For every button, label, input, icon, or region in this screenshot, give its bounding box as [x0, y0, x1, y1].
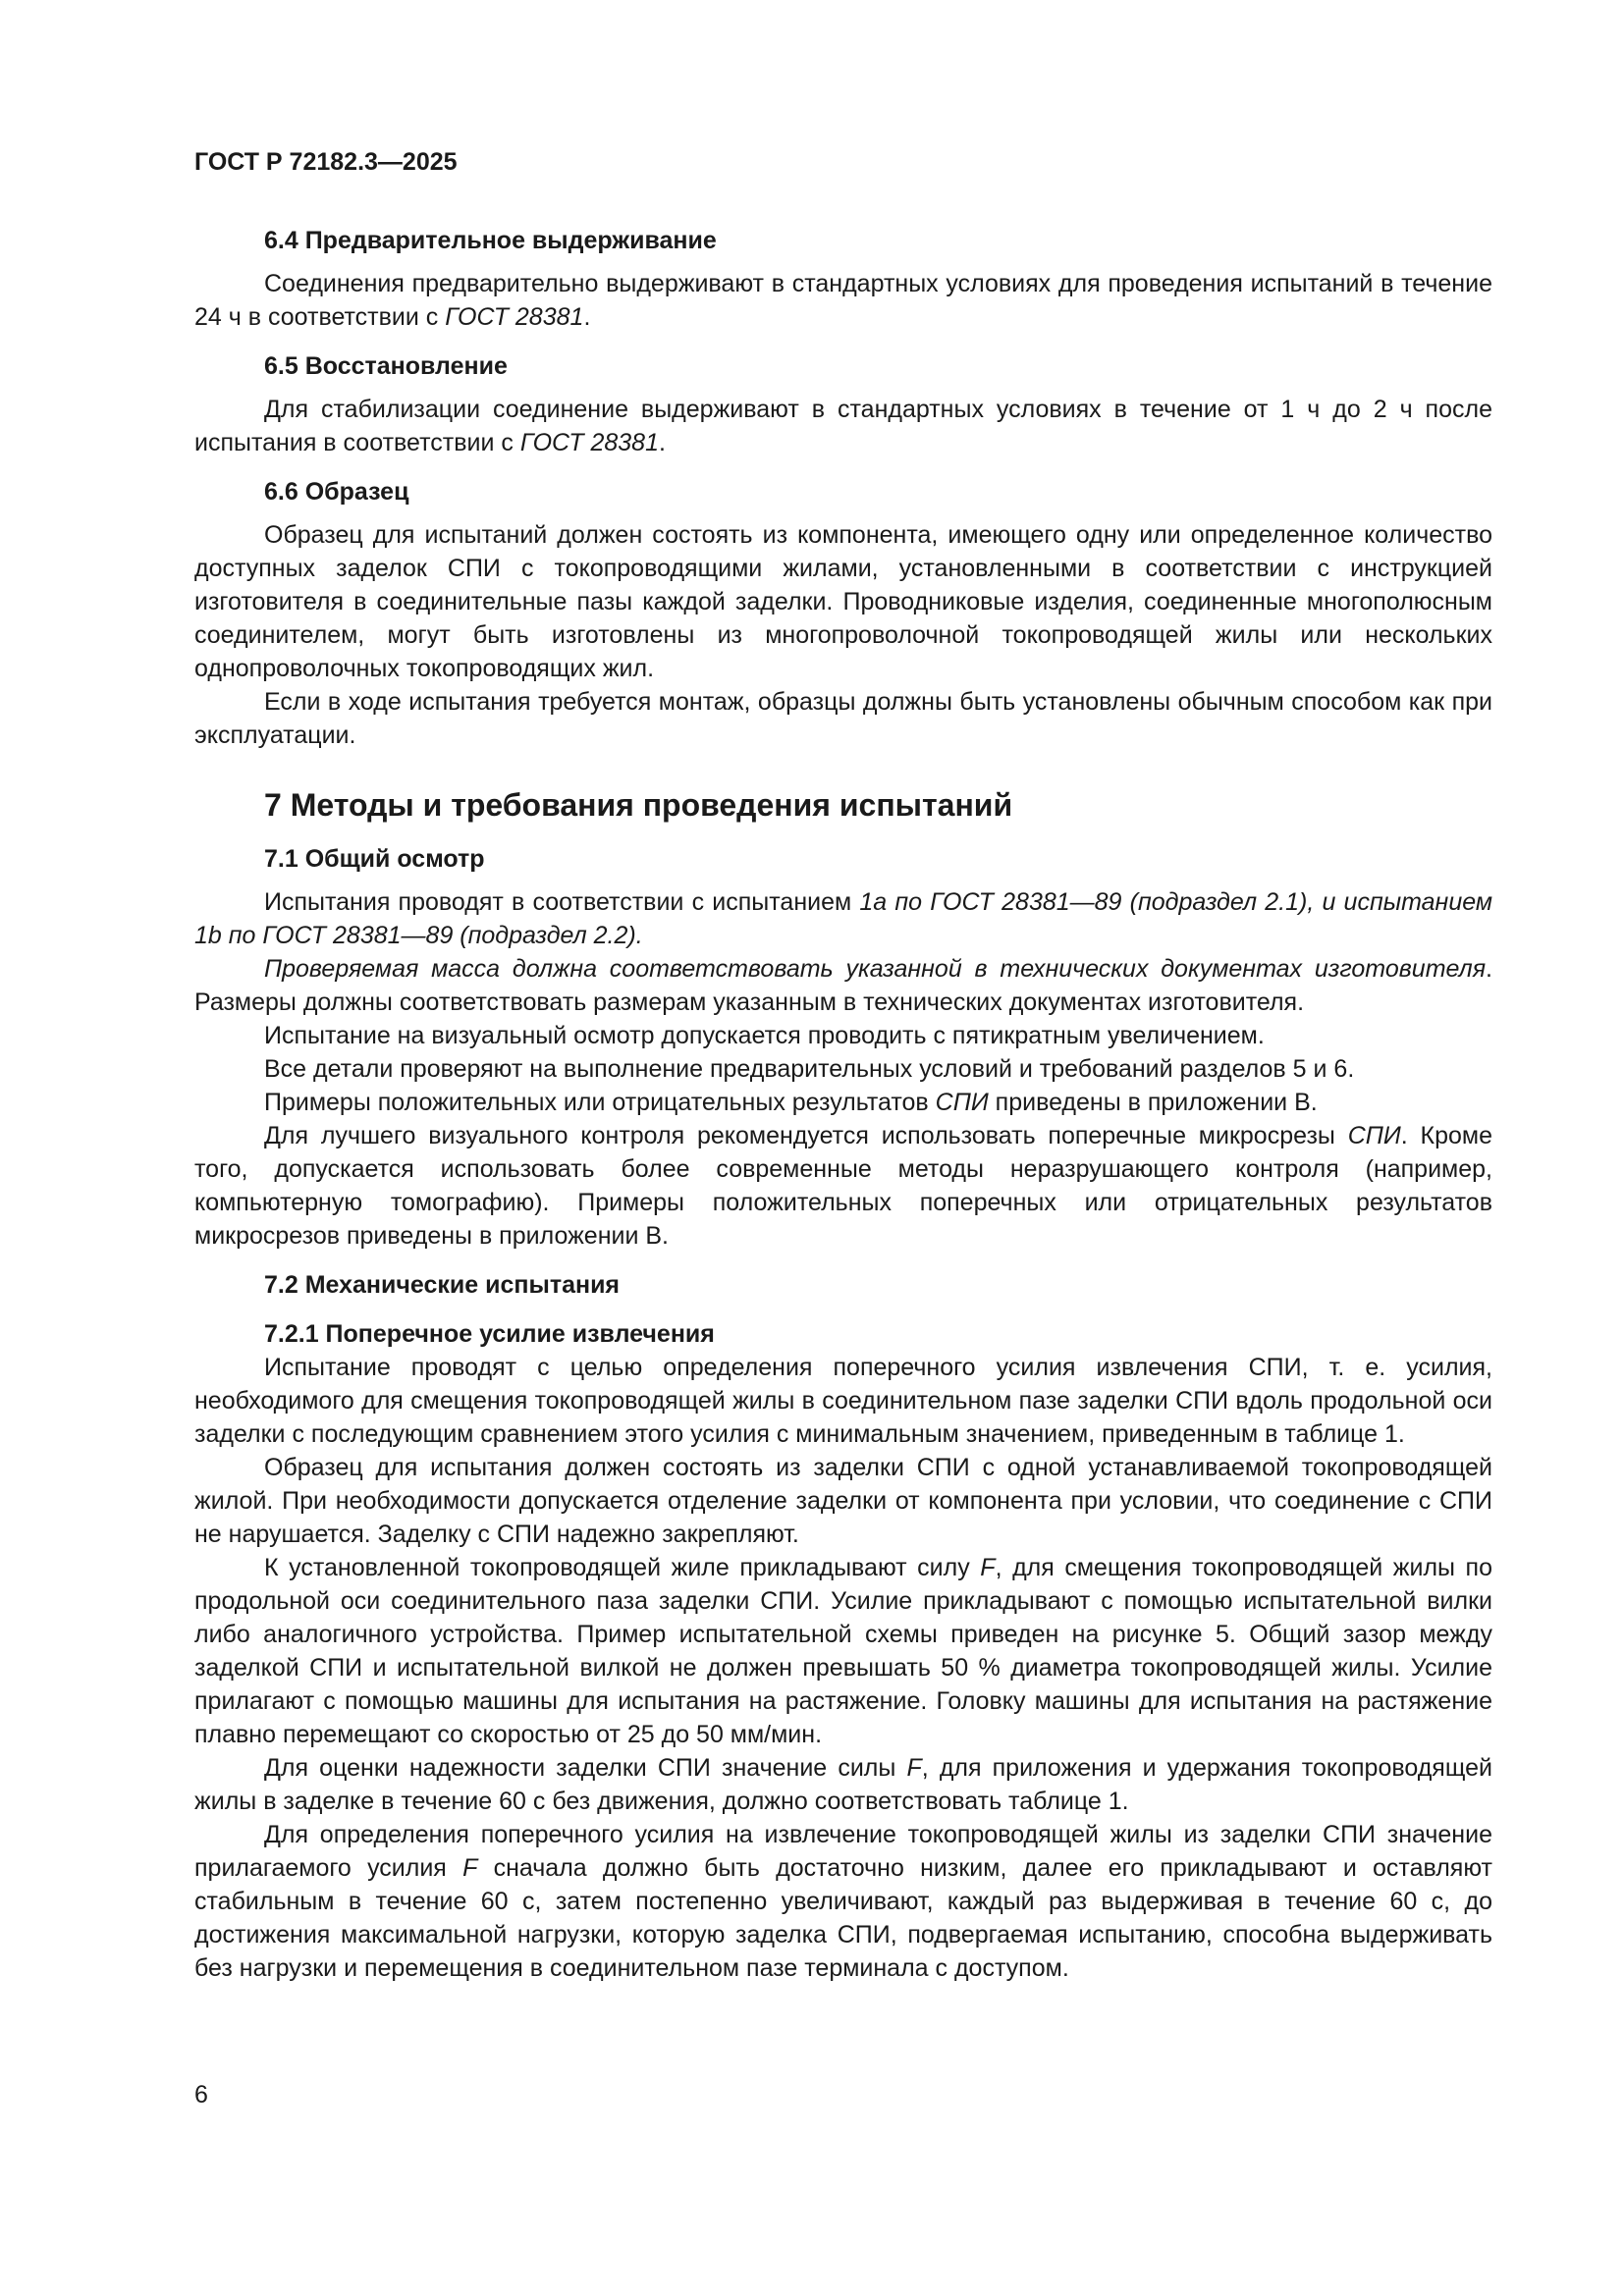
section-7-2-1-paragraph-3: [194, 1551, 1492, 1751]
text-run: Испытания проводят в соответствии с испытанием: [264, 888, 860, 916]
section-6-6-paragraph-2: Если в ходе испытания требуется монтаж, образцы должны быть установлены обычным способом как при эксплуатации.: [194, 688, 1492, 749]
text-run: .: [659, 429, 666, 456]
force-symbol: F: [906, 1754, 922, 1782]
section-7-2-1-paragraph-1: Испытание проводят с целью определения поперечного усилия извлечения СПИ, т. е. усилия, необходимого для смещения токопроводящей жилы в соединительном пазе заделки СПИ вдоль продольной оси заделки с последующим сравнением этого усилия с минимальным значением, приведенным в таблице 1.: [194, 1354, 1492, 1448]
section-7-2-1-paragraph-5: [194, 1818, 1492, 1985]
section-6-4-paragraph: [194, 267, 1492, 334]
page-number: 6: [194, 2081, 208, 2109]
force-symbol: F: [462, 1854, 478, 1882]
standard-reference: ГОСТ 28381: [519, 429, 659, 456]
text-run: Для лучшего визуального контроля рекомендуется использовать поперечные микросрезы: [264, 1122, 1348, 1149]
text-run: . Кроме того, допускается использовать более современные методы неразрушающего контроля (например, компьютерную томографию). Примеры положительных поперечных или отрицательных результатов микросрезов приведены в приложении В.: [194, 1122, 1492, 1250]
section-7-1-heading: 7.1 Общий осмотр: [264, 845, 485, 873]
text-run: Примеры положительных или отрицательных результатов: [264, 1089, 936, 1116]
text-run: сначала должно быть достаточно низким, далее его прикладывают и оставляют стабильным в течение 60 с, затем постепенно увеличивают, каждый раз выдерживая в течение 60 с, до достижения максимальной нагрузки, которую заделка СПИ, подвергаемая испытанию, способна выдерживать без нагрузки и перемещения в соединительном пазе терминала с доступом.: [194, 1854, 1492, 1982]
section-7-1-paragraph-4: Все детали проверяют на выполнение предварительных условий и требований разделов 5 и 6.: [264, 1055, 1355, 1083]
section-6-5-heading: 6.5 Восстановление: [264, 352, 508, 380]
section-7-heading: 7 Методы и требования проведения испытаний: [264, 787, 1013, 823]
section-7-1-paragraph-3: Испытание на визуальный осмотр допускается проводить с пятикратным увеличением.: [264, 1022, 1265, 1049]
section-7-1-paragraph-5: [194, 1086, 1492, 1119]
section-7-1-paragraph-6: [194, 1119, 1492, 1253]
section-7-1-paragraph-2: [194, 952, 1492, 1019]
document-body: [194, 224, 1492, 1985]
section-7-2-heading: 7.2 Механические испытания: [264, 1271, 621, 1299]
text-run: Для стабилизации соединение выдерживают в стандартных условиях в течение от 1 ч до 2 ч после испытания в соответствии с: [194, 396, 1492, 456]
text-run: приведены в приложении В.: [988, 1089, 1318, 1116]
document-code-header: ГОСТ Р 72182.3—2025: [194, 148, 458, 176]
italic-run: 1a по ГОСТ 28381—89 (подраздел 2.1), и испытанием 1b по ГОСТ 28381—89 (подраздел 2.2).: [194, 888, 1492, 949]
text-run: , для приложения и удержания токопроводящей жилы в заделке в течение 60 с без движения, должно соответствовать таблице 1.: [194, 1754, 1492, 1815]
section-6-5-paragraph: [194, 393, 1492, 459]
italic-run: Проверяемая масса должна соответствовать указанной в технических документах изготовителя: [264, 955, 1487, 983]
italic-run: СПИ: [935, 1089, 989, 1116]
italic-run: СПИ: [1347, 1122, 1401, 1149]
text-run: , для смещения токопроводящей жилы по продольной оси соединительного паза заделки СПИ. Усилие прикладывают с помощью испытательной вилки либо аналогичного устройства. Пример испытательной схемы приведен на рисунке 5. Общий зазор между заделкой СПИ и испытательной вилкой не должен превышать 50 % диаметра токопроводящей жилы. Усилие прилагают с помощью машины для испытания на растяжение. Головку машины для испытания на растяжение плавно перемещают со скоростью от 25 до 50 мм/мин.: [194, 1554, 1493, 1748]
standard-reference: ГОСТ 28381: [445, 303, 584, 331]
text-run: Соединения предварительно выдерживают в стандартных условиях для проведения испытаний в течение 24 ч в соответствии с: [194, 270, 1492, 331]
text-run: Для определения поперечного усилия на извлечение токопроводящей жилы из заделки СПИ значение прилагаемого усилия: [194, 1821, 1492, 1882]
text-run: Для оценки надежности заделки СПИ значение силы: [264, 1754, 907, 1782]
section-6-4-heading: 6.4 Предварительное выдерживание: [264, 227, 717, 254]
text-run: К установленной токопроводящей жиле прикладывают силу: [264, 1554, 981, 1581]
section-6-6-paragraph-1: Образец для испытаний должен состоять из компонента, имеющего одну или определенное количество доступных заделок СПИ с токопроводящими жилами, установленными в соответствии с инструкцией изготовителя в соединительные пазы каждой заделки. Проводниковые изделия, соединенные многополюсным соединителем, могут быть изготовлены из многопроволочной токопроводящей жилы или нескольких однопроволочных токопроводящих жил.: [194, 521, 1492, 682]
section-7-2-1-paragraph-2: Образец для испытания должен состоять из заделки СПИ с одной устанавливаемой токопроводящей жилой. При необходимости допускается отделение заделки от компонента при условии, что соединение с СПИ не нарушается. Заделку с СПИ надежно закрепляют.: [194, 1454, 1492, 1548]
section-7-2-1-heading: 7.2.1 Поперечное усилие извлечения: [264, 1320, 715, 1348]
force-symbol: F: [980, 1554, 996, 1581]
text-run: . Размеры должны соответствовать размерам указанным в технических документах изготовителя.: [194, 955, 1492, 1016]
section-7-2-1-paragraph-4: [194, 1751, 1492, 1818]
section-6-6-heading: 6.6 Образец: [264, 478, 409, 506]
text-run: .: [583, 303, 591, 331]
section-7-1-paragraph-1: [194, 885, 1492, 952]
